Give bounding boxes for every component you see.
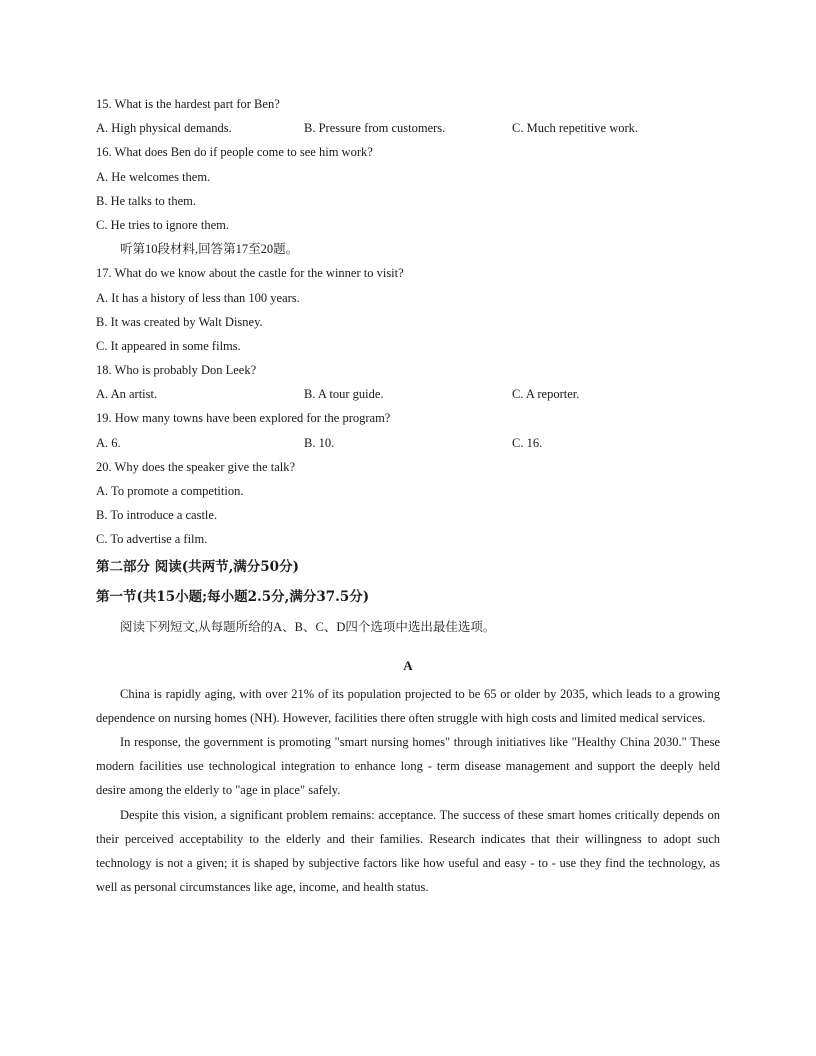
question-stem: 20. Why does the speaker give the talk? bbox=[96, 459, 296, 474]
exam-page bbox=[96, 92, 720, 899]
reading-section-title: 第一节(共15小题;每小题2.5分,满分37.5分) bbox=[96, 588, 370, 605]
answer-option: B. He talks to them. bbox=[96, 193, 196, 208]
passage-paragraph-3: Despite this vision, a significant problem remains: acceptance. The success of these smart homes critically depends on their perceived acceptability to the elderly and their families. Research indicates that their willingness to adopt such technology is not a given; it is shaped by subjective factors like how useful and easy - to - use they find the technology, as well as personal circumstances like age, income, and health status. bbox=[96, 807, 720, 895]
question-stem: 15. What is the hardest part for Ben? bbox=[96, 97, 280, 111]
passage-paragraph-2: In response, the government is promoting "smart nursing homes" through initiatives like "Healthy China 2030." These modern facilities use technological integration to enhance long - term disease management and support the deeply held desire among the elderly to "age in place" safely. bbox=[96, 734, 720, 798]
question-stem: 16. What does Ben do if people come to see him work? bbox=[96, 145, 373, 160]
listening-instruction: 听第10段材料,回答第17至20题。 bbox=[120, 242, 299, 257]
answer-option: C. To advertise a film. bbox=[96, 532, 208, 547]
passage-letter: A bbox=[403, 657, 413, 673]
answer-option: A. An artist. bbox=[96, 387, 158, 402]
options-row bbox=[96, 116, 720, 140]
options-row bbox=[96, 382, 720, 406]
answer-option: C. 16. bbox=[512, 435, 543, 450]
answer-option: C. A reporter. bbox=[512, 387, 580, 402]
question-stem: 17. What do we know about the castle for the winner to visit? bbox=[96, 266, 404, 281]
answer-option: C. He tries to ignore them. bbox=[96, 217, 229, 232]
answer-option: A. He welcomes them. bbox=[96, 169, 211, 184]
answer-option: A. High physical demands. bbox=[96, 121, 232, 136]
reading-instruction: 阅读下列短文,从每题所给的A、B、C、D四个选项中选出最佳选项。 bbox=[120, 619, 496, 634]
reading-part-title: 第二部分 阅读(共两节,满分50分) bbox=[96, 558, 299, 575]
options-row bbox=[96, 431, 720, 455]
answer-option: A. It has a history of less than 100 years. bbox=[96, 290, 300, 305]
answer-option: C. Much repetitive work. bbox=[512, 121, 639, 136]
answer-option: B. A tour guide. bbox=[304, 387, 384, 402]
question-stem: 18. Who is probably Don Leek? bbox=[96, 363, 257, 378]
answer-option: A. 6. bbox=[96, 435, 121, 450]
question-group-1 bbox=[96, 92, 720, 237]
answer-option: B. Pressure from customers. bbox=[304, 121, 446, 136]
answer-option: A. To promote a competition. bbox=[96, 484, 244, 498]
answer-option: B. 10. bbox=[304, 435, 335, 450]
answer-option: B. It was created by Walt Disney. bbox=[96, 314, 263, 329]
question-group-2 bbox=[96, 261, 720, 551]
answer-option: C. It appeared in some films. bbox=[96, 338, 241, 353]
question-stem: 19. How many towns have been explored for the program? bbox=[96, 411, 391, 426]
answer-option: B. To introduce a castle. bbox=[96, 508, 218, 523]
passage-paragraph-1: China is rapidly aging, with over 21% of its population projected to be 65 or older by 2035, which leads to a growing dependence on nursing homes (NH). However, facilities there often struggle with high costs and limited medical services. bbox=[96, 686, 720, 725]
